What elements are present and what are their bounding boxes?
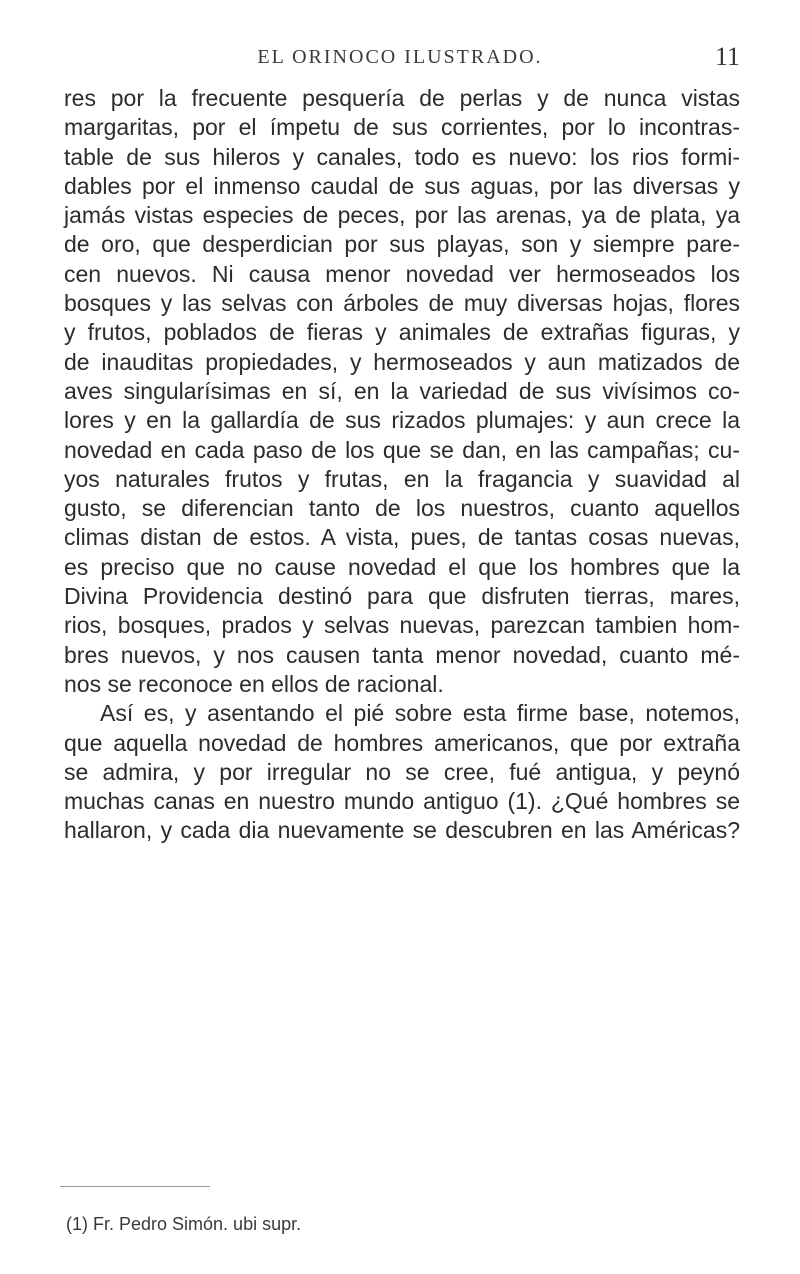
text-line: bosques y las selvas con árboles de muy diversas hojas, flores (64, 290, 740, 317)
paragraph-2 (64, 699, 740, 845)
text-line: lores y en la gallardía de sus rizados plumajes: y aun crece la (64, 407, 740, 434)
text-line: es preciso que no cause novedad el que los hombres que la (64, 553, 740, 580)
text-line: nos se reconoce en ellos de racional. (64, 670, 444, 697)
text-line: y frutos, poblados de fieras y animales de extrañas figuras, y (64, 319, 740, 346)
footnote: (1) Fr. Pedro Simón. ubi supr. (66, 1214, 302, 1234)
text-line: se admira, y por irregular no se cree, fué antigua, y peynó (64, 758, 740, 785)
running-head (60, 38, 740, 78)
text-line: Divina Providencia destinó para que disfruten tierras, mares, (64, 583, 740, 610)
text-line: de oro, que desperdician por sus playas, son y siempre pare- (64, 231, 740, 258)
page-number: 11 (714, 42, 740, 71)
text-line: de inauditas propiedades, y hermoseados y aun matizados de (64, 348, 740, 375)
text-line: gusto, se diferencian tanto de los nuestros, cuanto aquellos (64, 495, 740, 522)
paragraph-1 (64, 84, 740, 699)
text-line: dables por el inmenso caudal de sus aguas, por las diversas y (64, 172, 740, 199)
text-line: hallaron, y cada dia nuevamente se descubren en las Américas? (64, 817, 740, 844)
footnote-divider (60, 1186, 210, 1187)
text-line: Así es, y asentando el pié sobre esta firme base, notemos, (100, 700, 740, 727)
text-line: muchas canas en nuestro mundo antiguo (1). ¿Qué hombres se (64, 788, 740, 815)
text-line: bres nuevos, y nos causen tanta menor novedad, cuanto mé- (64, 641, 740, 668)
text-line: cen nuevos. Ni causa menor novedad ver hermoseados los (64, 260, 740, 287)
text-line: que aquella novedad de hombres americanos, que por extraña (64, 729, 740, 756)
text-line: res por la frecuente pesquería de perlas y de nunca vistas (64, 85, 740, 111)
text-line: yos naturales frutos y frutas, en la fragancia y suavidad al (64, 465, 740, 492)
text-line: table de sus hileros y canales, todo es nuevo: los rios formi- (64, 143, 740, 170)
body-text (64, 84, 740, 846)
text-line: climas distan de estos. A vista, pues, de tantas cosas nuevas, (64, 524, 740, 551)
text-line: aves singularísimas en sí, en la variedad de sus vivísimos co- (64, 377, 740, 404)
text-line: novedad en cada paso de los que se dan, en las campañas; cu- (64, 436, 740, 463)
text-line: rios, bosques, prados y selvas nuevas, parezcan tambien hom- (64, 612, 740, 639)
running-title: EL ORINOCO ILUSTRADO. (257, 46, 543, 68)
text-line: margaritas, por el ímpetu de sus corrientes, por lo incontras- (64, 114, 740, 141)
text-line: jamás vistas especies de peces, por las arenas, ya de plata, ya (64, 202, 740, 229)
